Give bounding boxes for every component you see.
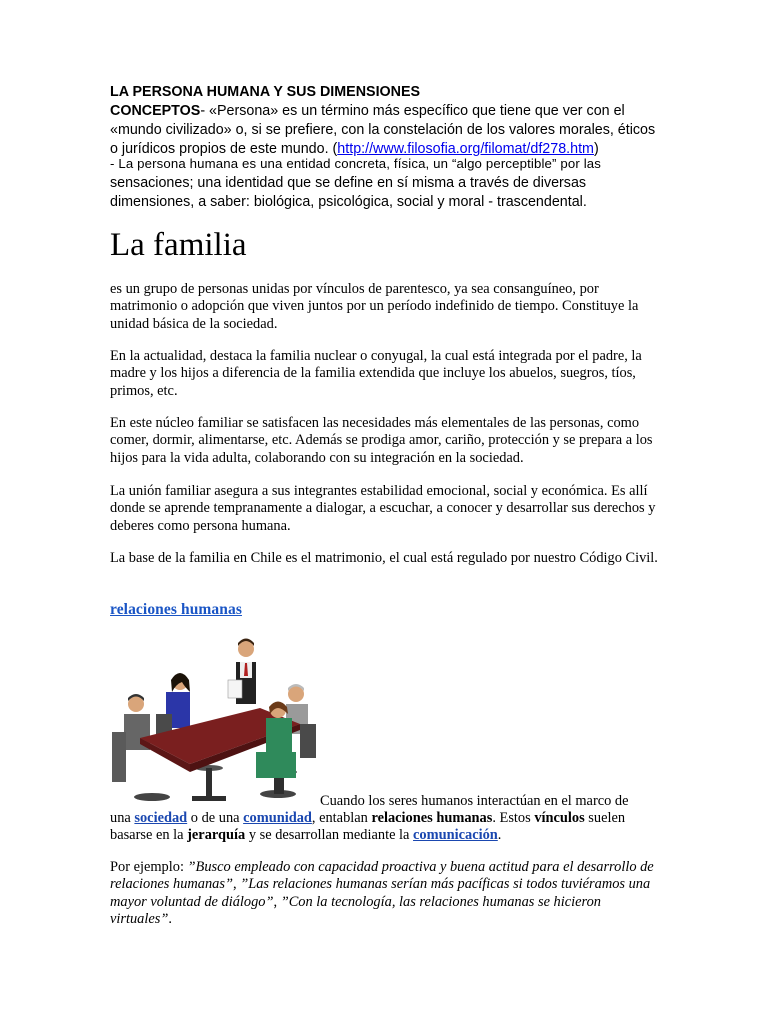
jerarquia-bold: jerarquía [187,827,246,844]
family-heading: La familia [110,227,247,263]
filosofia-link[interactable]: http://www.filosofia.org/filomat/df278.htm [337,141,594,157]
comunidad-link[interactable]: comunidad [243,810,312,826]
example-quote-3: ”Con la tecnología, las relaciones humanas se hicieron virtuales” [110,893,601,927]
comunicacion-link[interactable]: comunicación [413,827,498,844]
text-segment: , [232,876,241,893]
example-lead: Por ejemplo: [110,859,188,875]
text-segment: , [273,893,281,910]
example-paragraph [110,859,658,928]
concepts-paragraph [110,102,658,159]
concepts-label: CONCEPTOS [110,103,201,119]
definition-paragraph [110,154,658,212]
text-segment: . Estos [492,810,535,826]
family-paragraph-4: La unión familiar asegura a sus integrantes estabilidad emocional, social y económica. Es allí donde se aprende tempranamente a dialogar, a escuchar, a conocer y desarrollar sus derechos y deberes como persona humana. [110,483,656,534]
concepts-text: - «Persona» es un término más específico que tiene que ver con el «mundo civilizado» o, si se prefiere, con la constelación de los valores morales, éticos o jurídicos propios de este mundo. ( [110,103,656,157]
sociedad-link[interactable]: sociedad [134,810,188,826]
example-quote-1: ”Busco empleado con capacidad proactiva y buena actitud para el desarrollo de relaciones humanas” [110,859,654,893]
relaciones-humanas-heading[interactable]: relaciones humanas [110,601,242,618]
text-segment: . [497,827,502,844]
text-segment: . [168,910,172,927]
family-paragraph-3: En este núcleo familiar se satisfacen las necesidades más elementales de las personas, como comer, dormir, alimentarse, etc. Además se prodiga amor, cariño, protección y se prepara a los hijos para la vida adulta, colaborando con su integración en la sociedad. [110,415,653,466]
family-paragraph-2: En la actualidad, destaca la familia nuclear o conyugal, la cual está integrada por el padre, la madre y los hijos a diferencia de la familia extendida que incluye los abuelos, suegros, tíos, primos, etc. [110,348,642,399]
family-paragraph-1: es un grupo de personas unidas por vínculos de parentesco, ya sea consanguíneo, por matrimonio o adopción que viven juntos por un período indefinido de tiempo. Constituye la unidad básica de la sociedad. [110,281,639,332]
relations-paragraph [110,810,658,845]
document-title: LA PERSONA HUMANA Y SUS DIMENSIONES [110,84,421,100]
text-segment: suelen basarse en la [110,810,626,844]
definition-lead: - La persona humana es una entidad concreta, física, un “algo perceptible” por las [110,156,602,171]
relaciones-humanas-bold: relaciones humanas [371,810,493,826]
relations-intro-line: Cuando los seres humanos interactúan en el marco de [320,793,629,809]
example-quote-2: ”Las relaciones humanas serían más pacíficas si todos tuviéramos una mayor voluntad de diálogo” [110,876,651,910]
text-segment: y se desarrollan mediante la [245,827,414,844]
vinculos-bold: vínculos [534,810,585,826]
meeting-table-illustration [110,632,320,810]
text-segment: una [110,810,135,826]
text-segment: o de una [187,810,244,826]
text-segment: , entablan [311,810,372,826]
definition-rest: sensaciones; una identidad que se define en sí misma a través de diversas dimensiones, a saber: biológica, psicológica, social y moral - trascendental. [110,175,587,210]
concepts-close: ) [593,141,599,157]
family-paragraph-5: La base de la familia en Chile es el matrimonio, el cual está regulado por nuestro Código Civil. [110,550,658,566]
